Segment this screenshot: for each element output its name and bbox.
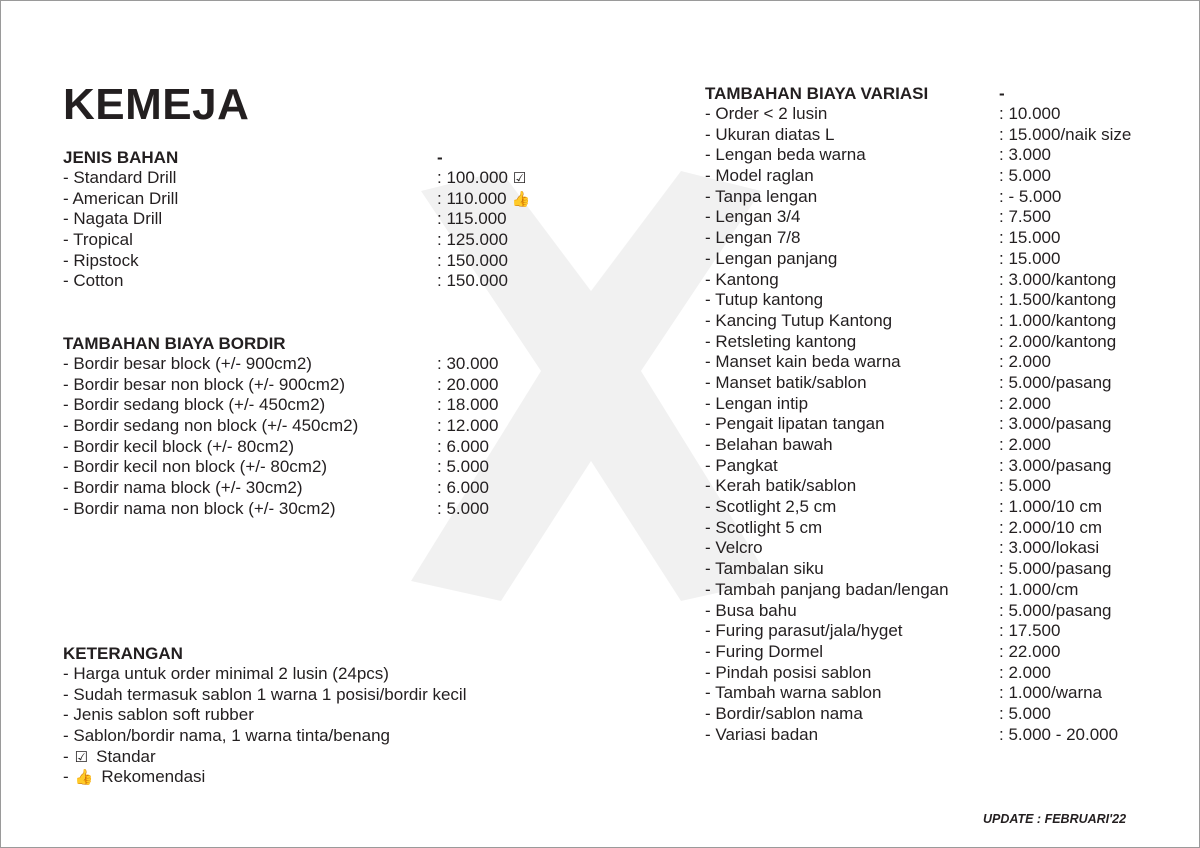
variation-row [705, 187, 1165, 208]
item-value [999, 601, 1111, 622]
item-value-text: : 5.000/pasang [999, 559, 1112, 579]
thumbs-up-icon: 👍 [511, 190, 531, 208]
item-value [437, 189, 530, 211]
item-value [999, 394, 1051, 415]
item-value-text: : 115.000 [437, 209, 507, 229]
item-value [999, 311, 1116, 332]
item-value-text: : 2.000/10 cm [999, 517, 1103, 537]
item-value-text: : 3.000/kantong [999, 269, 1117, 289]
variation-row [705, 725, 1165, 746]
item-value-text: : 5.000 [437, 498, 489, 518]
item-label: - Manset batik/sablon [705, 372, 867, 392]
item-value [437, 168, 526, 190]
bordir-row [63, 437, 523, 458]
item-value [999, 270, 1116, 291]
note-item [63, 664, 623, 685]
item-label: - Kantong [705, 269, 779, 289]
bordir-header: TAMBAHAN BIAYA BORDIR [63, 334, 286, 353]
item-value-text: : 1.000/warna [999, 683, 1103, 703]
item-value-text: : 5.000/pasang [999, 600, 1112, 620]
item-label: - Velcro [705, 538, 763, 558]
item-label: - Ukuran diatas L [705, 124, 835, 144]
variation-row [705, 435, 1165, 456]
item-value-text: : 1.500/kantong [999, 290, 1117, 310]
item-label: - Kerah batik/sablon [705, 476, 857, 496]
legend-item [63, 767, 623, 788]
item-value-text: : 15.000 [999, 248, 1061, 268]
fabric-row [63, 271, 523, 292]
item-label: - Manset kain beda warna [705, 352, 901, 372]
keterangan-header: KETERANGAN [63, 644, 183, 663]
variasi-header-text: TAMBAHAN BIAYA VARIASI [705, 84, 929, 103]
item-value-text: : 110.000 [437, 188, 507, 208]
item-value-text: : 20.000 [437, 374, 499, 394]
item-label: - Lengan 7/8 [705, 228, 801, 248]
jenis-bahan-header-text: JENIS BAHAN [63, 148, 179, 167]
item-value-text: : 2.000 [999, 393, 1051, 413]
variation-row [705, 704, 1165, 725]
item-value [437, 271, 508, 292]
item-label: - Tambalan siku [705, 559, 824, 579]
check-box-icon: ☑ [512, 170, 527, 187]
item-value-text: : 7.500 [999, 207, 1051, 227]
item-label: - Standard Drill [63, 168, 177, 187]
variation-row [705, 207, 1165, 228]
note-text: - Jenis sablon soft rubber [63, 705, 254, 725]
bordir-row [63, 478, 523, 499]
item-value-text: : 12.000 [437, 416, 499, 436]
item-label: - Tambah warna sablon [705, 683, 882, 703]
variasi-header [705, 84, 1165, 104]
item-value-text: : 150.000 [437, 271, 508, 291]
item-label: - Bordir nama non block (+/- 30cm2) [63, 498, 336, 518]
item-label: - Lengan intip [705, 393, 809, 413]
item-value-text: : 15.000/naik size [999, 124, 1132, 144]
variation-row [705, 145, 1165, 166]
item-value [437, 375, 498, 396]
item-value [999, 125, 1131, 146]
item-value-text: : 6.000 [437, 478, 489, 498]
variation-row [705, 683, 1165, 704]
item-value-text: : 15.000 [999, 228, 1061, 248]
legend-item [63, 747, 623, 768]
item-label: - Tambah panjang badan/lengan [705, 579, 949, 599]
item-value [437, 395, 498, 416]
item-label: - Pangkat [705, 455, 778, 475]
item-label: - Pindah posisi sablon [705, 662, 872, 682]
variation-row [705, 125, 1165, 146]
item-label: - Lengan panjang [705, 248, 838, 268]
variasi-list [705, 104, 1165, 745]
variation-row [705, 104, 1165, 125]
item-value-text: : 3.000 [999, 145, 1051, 165]
item-value [999, 476, 1051, 497]
item-value-text: : 2.000 [999, 352, 1051, 372]
item-value [999, 456, 1111, 477]
item-value [437, 499, 489, 520]
variation-row [705, 580, 1165, 601]
item-value-text: : 125.000 [437, 230, 508, 250]
item-value [999, 704, 1051, 725]
thumbs-up-icon: 👍 [74, 769, 94, 787]
item-label: - Belahan bawah [705, 435, 833, 454]
item-value-text: : 2.000/kantong [999, 331, 1117, 351]
item-label: - Pengait lipatan tangan [705, 414, 885, 434]
fabric-row [63, 188, 531, 210]
item-value-text: : 100.000 [437, 168, 508, 187]
variation-row [705, 373, 1165, 394]
variation-row [705, 228, 1165, 249]
item-value [999, 187, 1061, 208]
item-value [999, 207, 1051, 228]
fabric-row [63, 251, 523, 272]
variation-row [705, 311, 1165, 332]
item-label: - Bordir nama block (+/- 30cm2) [63, 478, 303, 498]
check-box-icon: ☑ [74, 748, 89, 766]
item-value-text: : 3.000/pasang [999, 414, 1112, 434]
fabric-row [63, 230, 523, 251]
item-value-text: : 1.000/10 cm [999, 497, 1103, 517]
fabric-row [63, 168, 527, 189]
item-value-text: : 22.000 [999, 641, 1061, 661]
item-value-text: : 5.000 [999, 476, 1051, 496]
item-value [999, 518, 1102, 539]
item-value [999, 104, 1060, 125]
item-label: - Tanpa lengan [705, 186, 818, 206]
item-value [999, 497, 1102, 518]
variation-row [705, 414, 1165, 435]
item-value [999, 621, 1060, 642]
variation-row [705, 394, 1165, 415]
variation-row [705, 166, 1165, 187]
item-value [999, 538, 1099, 559]
item-label: - Bordir sedang block (+/- 450cm2) [63, 395, 326, 415]
item-value [999, 332, 1116, 353]
item-label: - Furing parasut/jala/hyget [705, 621, 903, 641]
item-label: - Lengan 3/4 [705, 207, 801, 227]
variation-row [705, 476, 1165, 497]
item-value [999, 725, 1118, 746]
item-value-text: : 6.000 [437, 436, 489, 456]
variation-row [705, 601, 1165, 622]
item-value-text: : 30.000 [437, 354, 499, 373]
item-label: - Lengan beda warna [705, 145, 866, 165]
item-label: - Bordir/sablon nama [705, 703, 863, 723]
item-value [999, 683, 1102, 704]
item-value-text: : - 5.000 [999, 186, 1062, 206]
variation-row [705, 456, 1165, 477]
item-value [437, 209, 507, 230]
variation-row [705, 663, 1165, 684]
item-value [999, 642, 1060, 663]
item-label: - Bordir sedang non block (+/- 450cm2) [63, 416, 359, 436]
bordir-row [63, 395, 523, 416]
item-value [437, 416, 498, 437]
keterangan-list [63, 664, 623, 788]
item-value [999, 559, 1111, 580]
item-label: - Bordir besar block (+/- 900cm2) [63, 354, 312, 373]
item-label: - Furing Dormel [705, 641, 824, 661]
item-value [999, 352, 1051, 373]
note-item [63, 685, 623, 706]
item-label: - Model raglan [705, 166, 814, 186]
item-value-text: : 5.000/pasang [999, 372, 1112, 392]
legend-prefix: - [63, 746, 69, 766]
variation-row [705, 621, 1165, 642]
item-value [999, 249, 1060, 270]
item-label: - Retsleting kantong [705, 331, 857, 351]
note-text: - Harga untuk order minimal 2 lusin (24pcs) [63, 664, 389, 683]
item-value [437, 251, 508, 272]
item-label: - Ripstock [63, 250, 139, 270]
jenis-bahan-header [63, 148, 523, 168]
note-item [63, 705, 623, 726]
item-value-text: : 5.000 [999, 166, 1051, 186]
item-label: - Kancing Tutup Kantong [705, 310, 893, 330]
bordir-row [63, 354, 523, 375]
item-value-text: : 150.000 [437, 250, 508, 270]
item-value [999, 663, 1051, 684]
item-label: - Tutup kantong [705, 290, 824, 310]
variation-row [705, 270, 1165, 291]
item-label: - Order < 2 lusin [705, 104, 828, 123]
item-label: - Bordir kecil block (+/- 80cm2) [63, 436, 294, 456]
item-value [999, 435, 1051, 456]
legend-text: Standar [96, 746, 156, 766]
item-label: - Cotton [63, 271, 124, 291]
item-label: - Tropical [63, 230, 133, 250]
variation-row [705, 332, 1165, 353]
item-value-text: : 5.000 - 20.000 [999, 724, 1119, 744]
variation-row [705, 352, 1165, 373]
item-value [437, 457, 489, 478]
item-value-text: : 2.000 [999, 662, 1051, 682]
note-item [63, 726, 623, 747]
item-label: - Nagata Drill [63, 209, 163, 229]
note-text: - Sablon/bordir nama, 1 warna tinta/benang [63, 726, 390, 746]
item-value-text: : 5.000 [999, 703, 1051, 723]
item-label: - Scotlight 5 cm [705, 517, 823, 537]
item-value [437, 437, 489, 458]
item-value [999, 145, 1051, 166]
bordir-row [63, 457, 523, 478]
page-title: KEMEJA [63, 80, 250, 129]
variation-row [705, 518, 1165, 539]
variation-row [705, 249, 1165, 270]
variasi-header-dash: - [999, 84, 1005, 103]
bordir-row [63, 416, 523, 437]
item-value-text: : 3.000/pasang [999, 455, 1112, 475]
jenis-bahan-list [63, 168, 531, 292]
bordir-row [63, 499, 523, 520]
item-value [999, 290, 1116, 311]
note-text: - Sudah termasuk sablon 1 warna 1 posisi/bordir kecil [63, 684, 467, 704]
variation-row [705, 497, 1165, 518]
item-value-text: : 1.000/cm [999, 579, 1079, 599]
bordir-list [63, 354, 523, 520]
item-value-text: : 2.000 [999, 435, 1051, 454]
variation-row [705, 290, 1165, 311]
item-value-text: : 1.000/kantong [999, 310, 1117, 330]
bordir-row [63, 375, 523, 396]
item-value [999, 373, 1111, 394]
item-value-text: : 10.000 [999, 104, 1061, 123]
item-value [437, 230, 508, 251]
item-value-text: : 3.000/lokasi [999, 538, 1100, 558]
item-value [999, 580, 1078, 601]
item-value [999, 166, 1051, 187]
item-value-text: : 17.500 [999, 621, 1061, 641]
item-value-text: : 18.000 [437, 395, 499, 415]
item-value [437, 478, 489, 499]
item-value [999, 414, 1111, 435]
update-label: UPDATE : FEBRUARI'22 [983, 812, 1127, 826]
item-value-text: : 5.000 [437, 457, 489, 477]
variation-row [705, 559, 1165, 580]
item-label: - Scotlight 2,5 cm [705, 497, 837, 517]
item-value [437, 354, 498, 375]
item-label: - American Drill [63, 188, 179, 208]
item-label: - Bordir kecil non block (+/- 80cm2) [63, 457, 328, 477]
legend-text: Rekomendasi [101, 767, 206, 787]
legend-prefix: - [63, 767, 69, 787]
item-label: - Busa bahu [705, 600, 797, 620]
variation-row [705, 538, 1165, 559]
item-label: - Bordir besar non block (+/- 900cm2) [63, 374, 346, 394]
fabric-row [63, 209, 523, 230]
jenis-bahan-header-dash: - [437, 148, 443, 167]
variation-row [705, 642, 1165, 663]
item-label: - Variasi badan [705, 724, 819, 744]
item-value [999, 228, 1060, 249]
